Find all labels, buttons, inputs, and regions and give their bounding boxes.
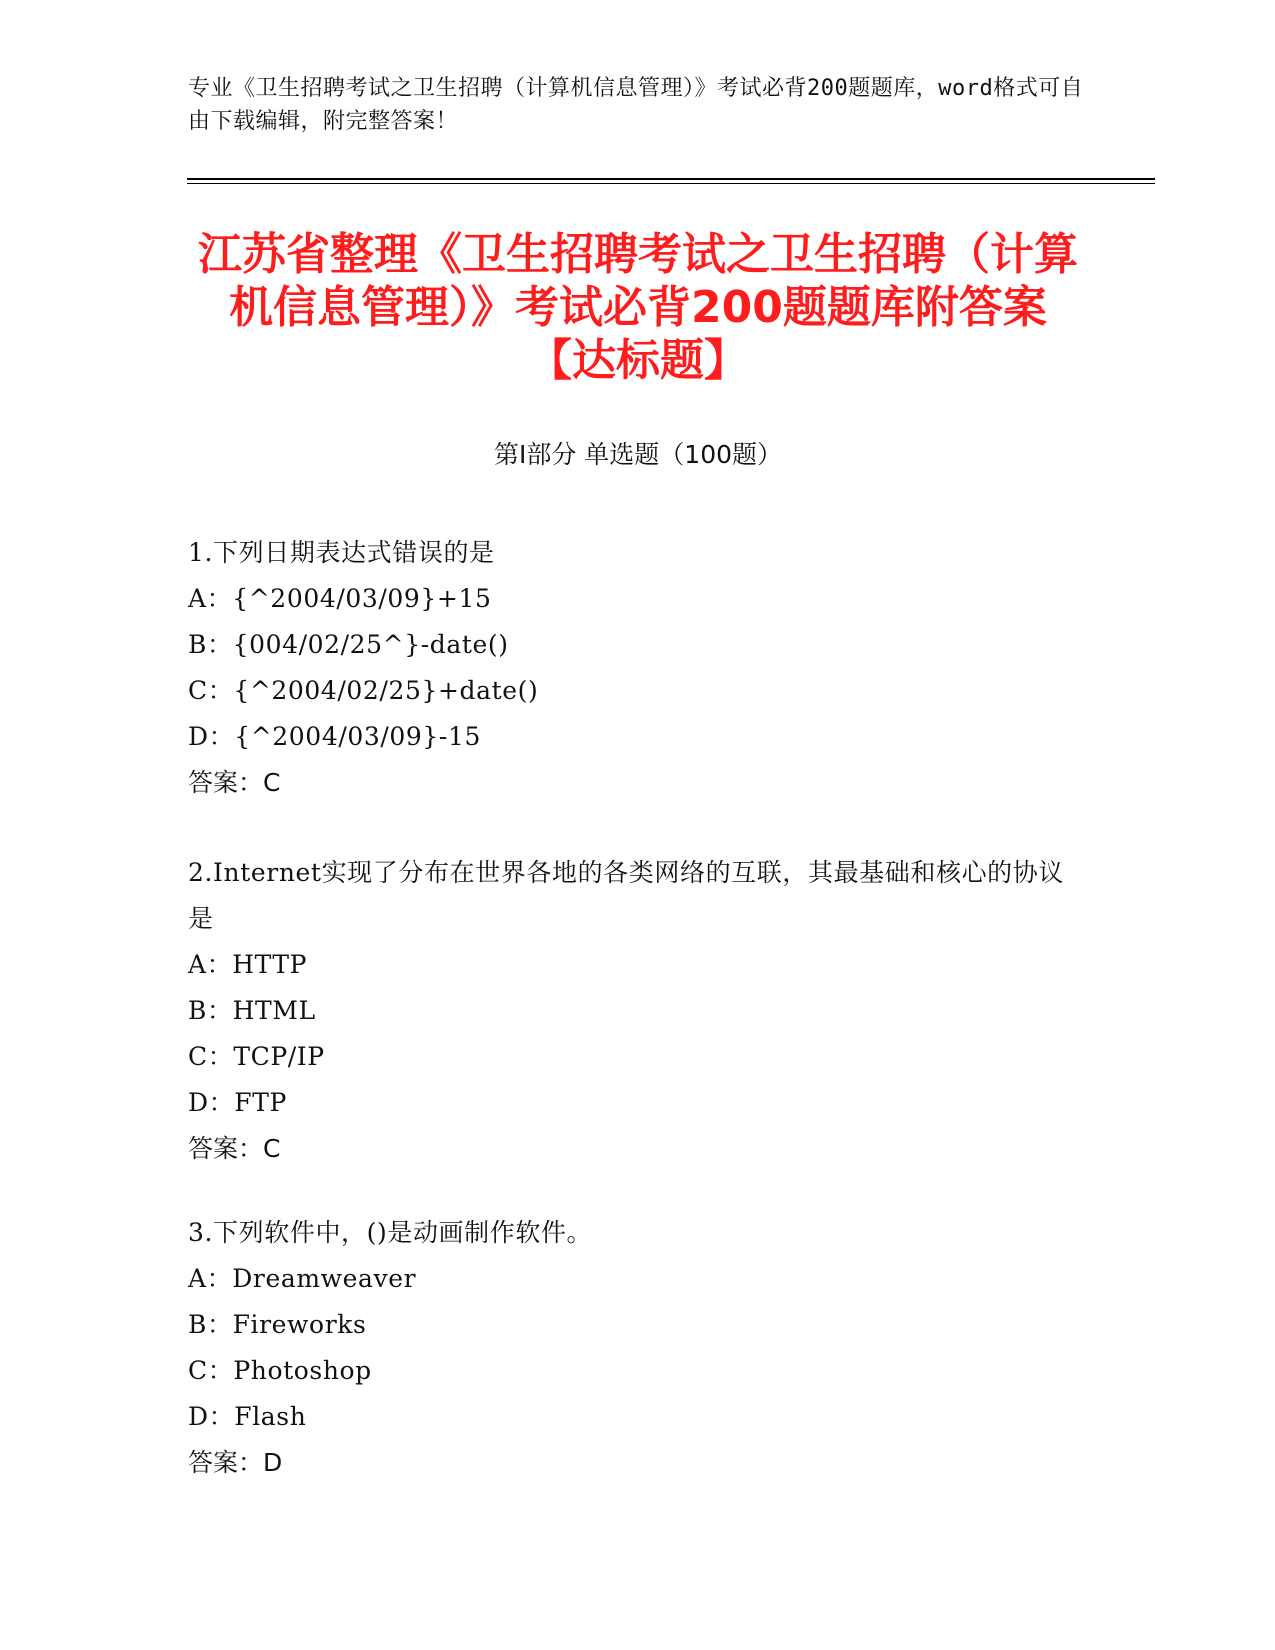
option-d: D：{^2004/03/09}-15 [188, 722, 481, 751]
answer-line: 答案：C [188, 1134, 281, 1163]
answer-line: 答案：C [188, 768, 281, 797]
header-rule-thin [187, 183, 1155, 184]
option-b: B：{004/02/25^}-date() [188, 630, 509, 659]
option-b: B：HTML [188, 996, 316, 1025]
option-d: D：Flash [188, 1402, 307, 1431]
question-stem: 1.下列日期表达式错误的是 [188, 538, 495, 567]
header-note: 专业《卫生招聘考试之卫生招聘（计算机信息管理）》考试必背200题题库，word格式可自由下载编辑，附完整答案！ [188, 76, 1084, 134]
question-1 [188, 530, 1088, 806]
option-a: A：Dreamweaver [188, 1264, 417, 1293]
document-title: 江苏省整理《卫生招聘考试之卫生招聘（计算机信息管理）》考试必背200题题库附答案【达标题】 [198, 229, 1078, 386]
question-3 [188, 1210, 1088, 1486]
option-b: B：Fireworks [188, 1310, 367, 1339]
question-2 [188, 850, 1088, 1172]
section-title: 第Ⅰ部分 单选题（100题） [493, 440, 783, 469]
option-d: D：FTP [188, 1088, 287, 1117]
option-c: C：{^2004/02/25}+date() [188, 676, 539, 705]
question-stem: 2.Internet实现了分布在世界各地的各类网络的互联，其最基础和核心的协议是 [188, 858, 1064, 933]
option-c: C：Photoshop [188, 1356, 372, 1385]
option-a: A：HTTP [188, 950, 308, 979]
option-a: A：{^2004/03/09}+15 [188, 584, 492, 613]
answer-line: 答案：D [188, 1448, 283, 1477]
option-c: C：TCP/IP [188, 1042, 325, 1071]
question-stem: 3.下列软件中，()是动画制作软件。 [188, 1218, 593, 1247]
header-rule-thick [187, 178, 1155, 180]
